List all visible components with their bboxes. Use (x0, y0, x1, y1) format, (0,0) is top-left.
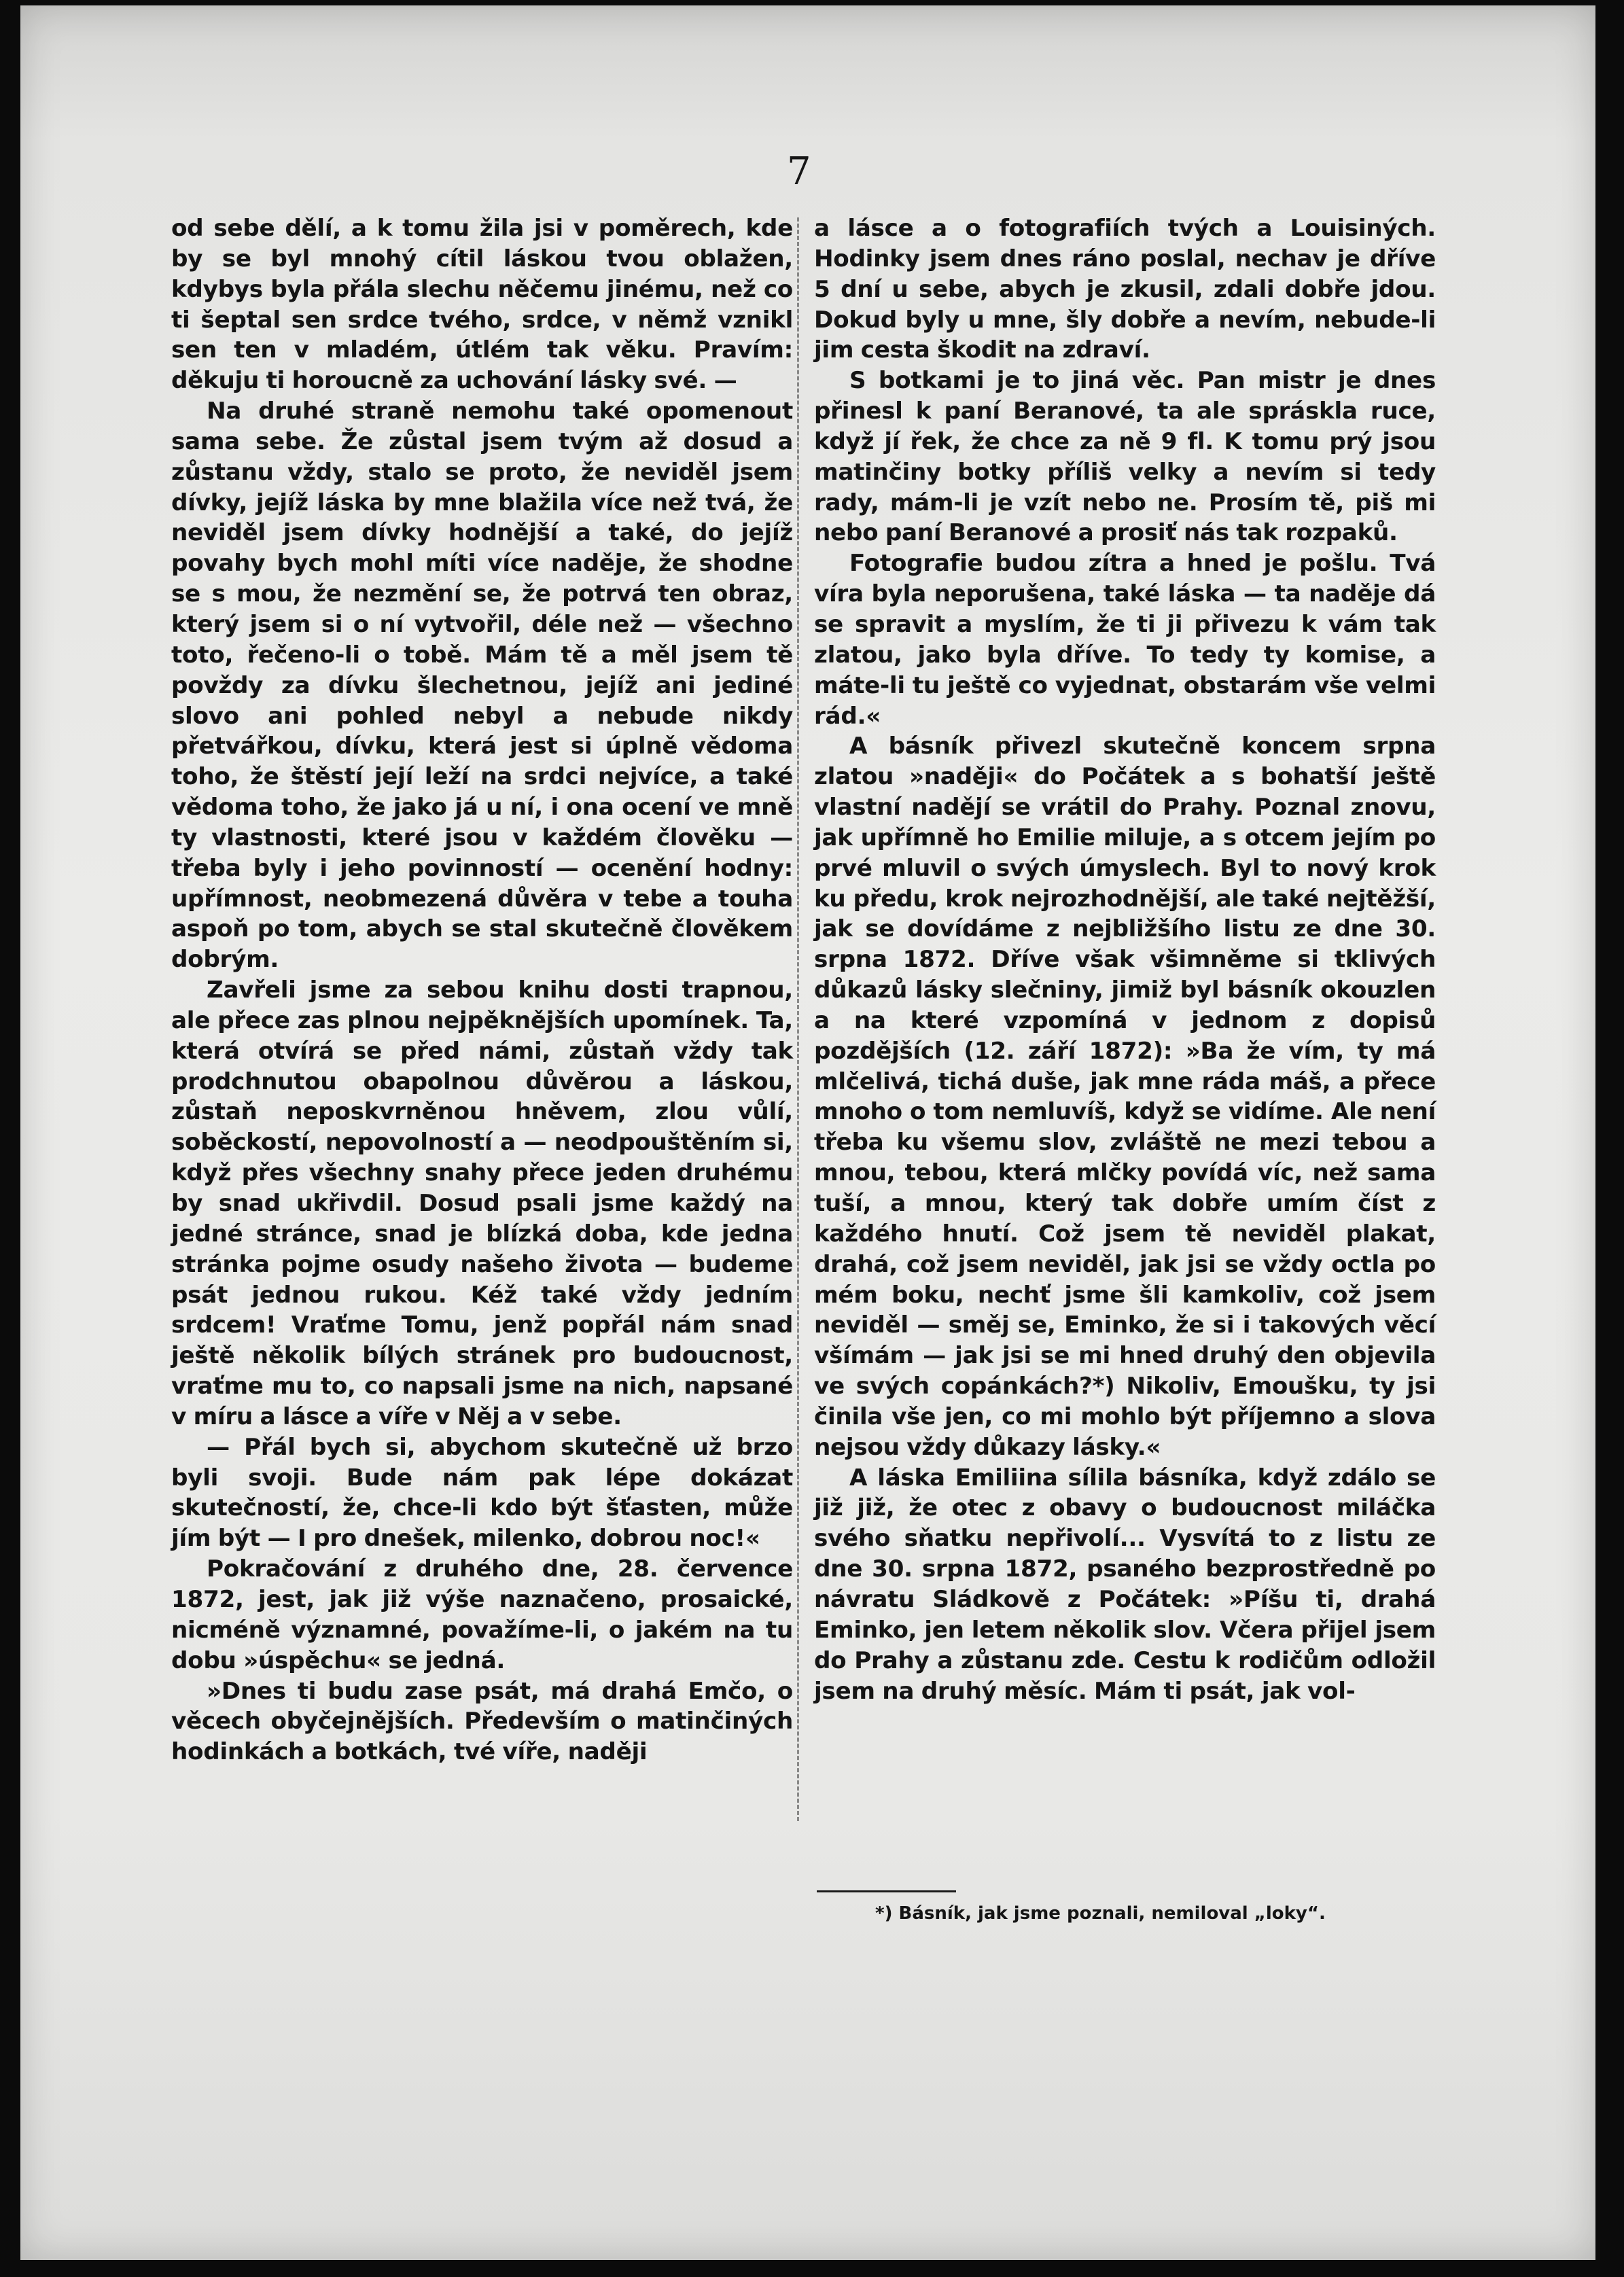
paragraph: od sebe dělí, a k tomu žila jsi v poměrech, kde by se byl mnohý cítil láskou tvou oblažen, kdybys byla přála slechu něčemu jinému, než co ti šeptal sen srdce tvého, srdce, v němž vznikl sen ten v mladém, útlém tak věku. Pravím: děkuju ti horoucně za uchování lásky své. — (171, 215, 793, 395)
paragraph: A láska Emiliina sílila básníka, když zdálo se již již, že otec z obavy o budoucnost miláčka svého sňatku nepřivolí... Vysvítá to z listu ze dne 30. srpna 1872, psaného bezprostředně po návratu Sládkově z Počátek: »Píšu ti, drahá Eminko, jen letem několik slov. Včera přijel jsem do Prahy a zůstanu zde. Cestu k rodičům odložil jsem na druhý měsíc. Mám ti psát, jak vol- (814, 1464, 1436, 1705)
footnote: *) Básník, jak jsme poznali, nemiloval „loky“. (875, 1903, 1326, 1924)
paragraph: — Přál bych si, abychom skutečně už brzo byli svoji. Bude nám pak lépe dokázat skutečností, že, chce-li kdo být šťasten, může jím být — I pro dnešek, milenko, dobrou noc!« (171, 1433, 793, 1553)
paragraph: A básník přivezl skutečně koncem srpna zlatou »naději« do Počátek a s bohatší ještě vlastní nadějí se vrátil do Prahy. Poznal znovu, jak upřímně ho Emilie miluje, a s otcem jejím po prvé mluvil o svých úmyslech. Byl to nový krok ku předu, krok nejrozhodnější, ale také nejtěžší, jak se dovídáme z nejbližšího listu ze dne 30. srpna 1872. Dříve však všimněme si tklivých důkazů lásky slečniny, jimiž byl básník okouzlen a na které vzpomíná v jednom z dopisů pozdějších (12. září 1872): »Ba že vím, ty má mlčelivá, tichá duše, jak mne ráda máš, a přece mnoho o tom nemluvíš, když se vidíme. Ale není třeba ku všemu slov, zvláště ne mezi tebou a mnou, tebou, která mlčky povídá víc, než sama tuší, a mnou, který tak dobře umím číst z každého hnutí. Což jsem tě neviděl plakat, drahá, což jsem neviděl, jak jsi se vždy octla po mém boku, nechť jsme šli kamkoliv, což jsem neviděl — směj se, Eminko, že si i takových věcí všímám — jak jsi se mi hned druhý den objevila ve svých copánkách?*) Nikoliv, Emoušku, ty jsi činila vše jen, co mi mohlo být příjemno a slova nejsou vždy důkazy lásky.« (814, 732, 1436, 1461)
paragraph: Fotografie budou zítra a hned je pošlu. Tvá víra byla neporušena, také láska — ta naděje dá se spravit a myslím, že ti ji přivezu k vám tak zlatou, jako byla dříve. To tedy ty komise, a máte-li tu ještě co vyjednat, obstarám vše velmi rád.« (814, 550, 1436, 730)
right-text-column (814, 213, 1436, 1706)
paragraph: Zavřeli jsme za sebou knihu dosti trapnou, ale přece zas plnou nejpěknějších upomínek. Ta, která otvírá se před námi, zůstaň vždy tak prodchnutou obapolnou důvěrou a láskou, zůstaň neposkvrněnou hněvem, zlou vůlí, soběckostí, nepovolností a — neodpouštěním si, když přes všechny snahy přece jeden druhému by snad ukřivdil. Dosud psali jsme každý na jedné stránce, snad je blízká doba, kde jedna stránka pojme osudy našeho života — budeme psát jednou rukou. Kéž také vždy jedním srdcem! Vraťme Tomu, jenž popřál nám snad ještě několik bílých stránek pro budoucnost, vraťme mu to, co napsali jsme na nich, napsané v míru a lásce a víře v Něj a v sebe. (171, 976, 793, 1430)
book-page (20, 5, 1595, 2260)
paragraph: a lásce a o fotografiích tvých a Louisiných. Hodinky jsem dnes ráno poslal, nechav je dříve 5 dní u sebe, abych je zkusil, zdali dobře jdou. Dokud byly u mne, šly dobře a nevím, nebude-li jim cesta škodit na zdraví. (814, 215, 1436, 364)
paragraph: S botkami je to jiná věc. Pan mistr je dnes přinesl k paní Beranové, ta ale spráskla ruce, když jí řek, že chce za ně 9 fl. K tomu prý jsou matinčiny botky příliš velky a nevím si tedy rady, mám-li je vzít nebo ne. Prosím tě, piš mi nebo paní Beranové a prosiť nás tak rozpaků. (814, 367, 1436, 547)
footnote-rule (817, 1890, 956, 1892)
paragraph: »Dnes ti budu zase psát, má drahá Emčo, o věcech obyčejnějších. Především o matinčiných hodinkách a botkách, tvé víře, naději (171, 1677, 793, 1766)
page-number: 7 (787, 149, 811, 194)
paragraph: Pokračování z druhého dne, 28. července 1872, jest, jak již výše naznačeno, prosaické, nicméně významné, považíme-li, o jakém na tu dobu »úspěchu« se jedná. (171, 1555, 793, 1674)
left-text-column (171, 213, 793, 1767)
paragraph: Na druhé straně nemohu také opomenout sama sebe. Že zůstal jsem tvým až dosud a zůstanu vždy, stalo se proto, že neviděl jsem dívky, jejíž láska by mne blažila více než tvá, že neviděl jsem dívky hodnější a také, do jejíž povahy bych mohl míti více naděje, že shodne se s mou, že nezmění se, že potrvá ten obraz, který jsem si o ní vytvořil, déle než — všechno toto, řečeno-li o tobě. Mám tě a měl jsem tě povždy za dívku šlechetnou, jejíž ani jediné slovo ani pohled nebyl a nebude nikdy přetvářkou, dívku, která jest si úplně vědoma toho, že štěstí její leží na srdci nejvíce, a také vědoma toho, že jako já u ní, i ona ocení ve mně ty vlastnosti, které jsou v každém člověku — třeba byly i jeho povinností — ocenění hodny: upřímnost, neobmezená důvěra v tebe a touha aspoň po tom, abych se stal skutečně člověkem dobrým. (171, 398, 793, 974)
column-divider (797, 217, 799, 1821)
